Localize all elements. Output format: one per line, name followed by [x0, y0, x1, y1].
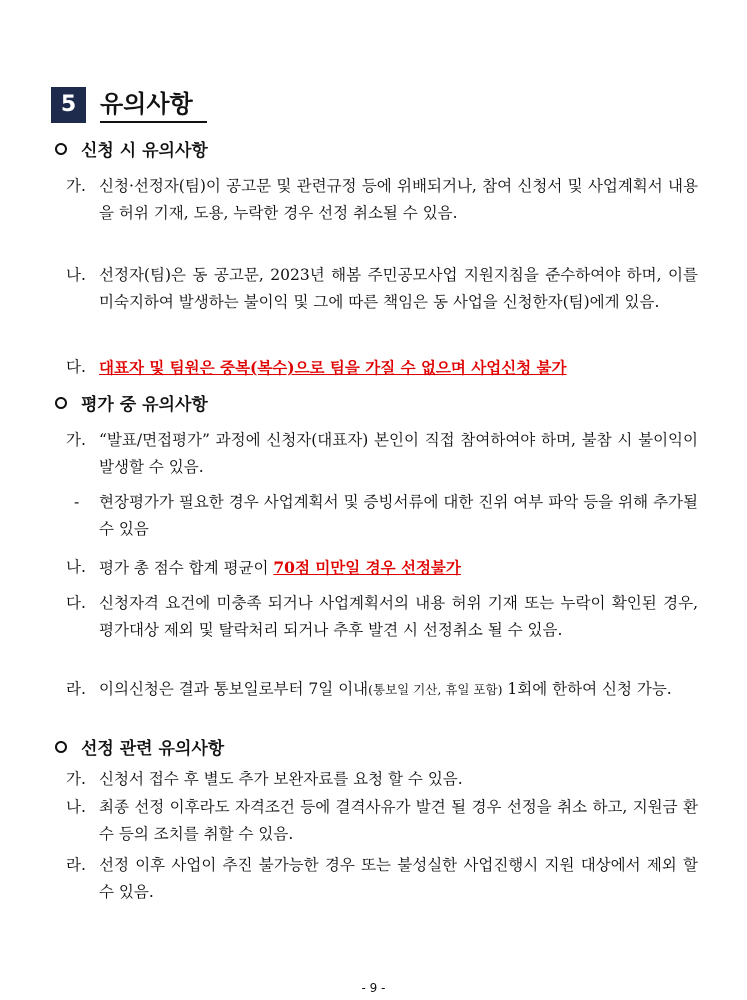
item-marker: 가.	[66, 431, 86, 449]
item-marker: 나.	[66, 798, 86, 816]
item-marker: 나.	[66, 558, 86, 576]
subsection-heading	[55, 139, 208, 163]
list-item	[66, 262, 698, 316]
item-marker: 가.	[66, 770, 86, 788]
circle-bullet-icon	[55, 397, 67, 409]
list-item	[66, 590, 698, 644]
item-text: 신청서 접수 후 별도 추가 보완자료를 요청 할 수 있음.	[99, 770, 463, 788]
item-text: 신청·선정자(팀)이 공고문 및 관련규정 등에 위배되거나, 참여 신청서 및 사업계획서 내용을 허위 기재, 도용, 누락한 경우 선정 취소될 수 있음.	[99, 177, 698, 222]
circle-bullet-icon	[55, 741, 67, 753]
section-number: 5	[51, 87, 86, 123]
item-marker: 라.	[66, 856, 86, 874]
list-item	[66, 794, 698, 848]
subsection-title: 평가 중 유의사항	[81, 395, 208, 415]
item-marker: 다.	[66, 594, 86, 612]
subsection-heading	[55, 737, 224, 761]
item-text: 평가 총 점수 합계 평균이	[99, 559, 274, 577]
section-title: 유의사항	[100, 87, 207, 123]
item-text: 선정 이후 사업이 추진 불가능한 경우 또는 불성실한 사업진행시 지원 대상에서 제외 할 수 있음.	[99, 856, 698, 901]
circle-bullet-icon	[55, 143, 67, 155]
list-item	[66, 427, 698, 481]
list-item	[66, 354, 698, 382]
item-text: 현장평가가 필요한 경우 사업계획서 및 증빙서류에 대한 진위 여부 파악 등을 위해 추가될 수 있음	[99, 493, 698, 538]
subsection-title: 신청 시 유의사항	[81, 141, 208, 161]
section-heading	[51, 87, 211, 123]
item-text: 최종 선정 이후라도 자격조건 등에 결격사유가 발견 될 경우 선정을 취소 하고, 지원금 환수 등의 조치를 취할 수 있음.	[99, 798, 698, 843]
page-number: - 9 -	[361, 981, 386, 995]
item-text: 신청자격 요건에 미충족 되거나 사업계획서의 내용 허위 기재 또는 누락이 확인된 경우, 평가대상 제외 및 탈락처리 되거나 추후 발견 시 선정취소 될 수 있음.	[99, 594, 698, 639]
emphasis-text: 70점 미만일 경우 선정불가	[273, 558, 461, 577]
item-marker: 라.	[66, 680, 86, 698]
item-marker: 나.	[66, 266, 86, 284]
subsection-heading	[55, 393, 208, 417]
list-item	[66, 676, 698, 703]
item-marker: -	[74, 493, 80, 511]
list-item	[66, 766, 698, 793]
item-text: 1회에 한하여 신청 가능.	[502, 680, 672, 698]
item-marker: 가.	[66, 177, 86, 195]
item-marker: 다.	[66, 358, 86, 376]
list-item	[66, 173, 698, 227]
list-item	[66, 554, 698, 582]
list-item	[66, 852, 698, 906]
subsection-title: 선정 관련 유의사항	[81, 739, 225, 759]
list-item	[74, 489, 698, 543]
item-text: “발표/면접평가” 과정에 신청자(대표자) 본인이 직접 참여하여야 하며, 불참 시 불이익이 발생할 수 있음.	[99, 431, 698, 476]
item-text: 이의신청은 결과 통보일로부터 7일 이내	[99, 680, 369, 698]
item-note: (통보일 기산, 휴일 포함)	[368, 682, 503, 697]
emphasis-text: 대표자 및 팀원은 중복(복수)으로 팀을 가질 수 없으며 사업신청 불가	[99, 358, 567, 377]
item-text: 선정자(팀)은 동 공고문, 2023년 해봄 주민공모사업 지원지침을 준수하여야 하며, 이를 미숙지하여 발생하는 불이익 및 그에 따른 책임은 동 사업을 신청한자(팀)에게 있음.	[99, 266, 698, 311]
